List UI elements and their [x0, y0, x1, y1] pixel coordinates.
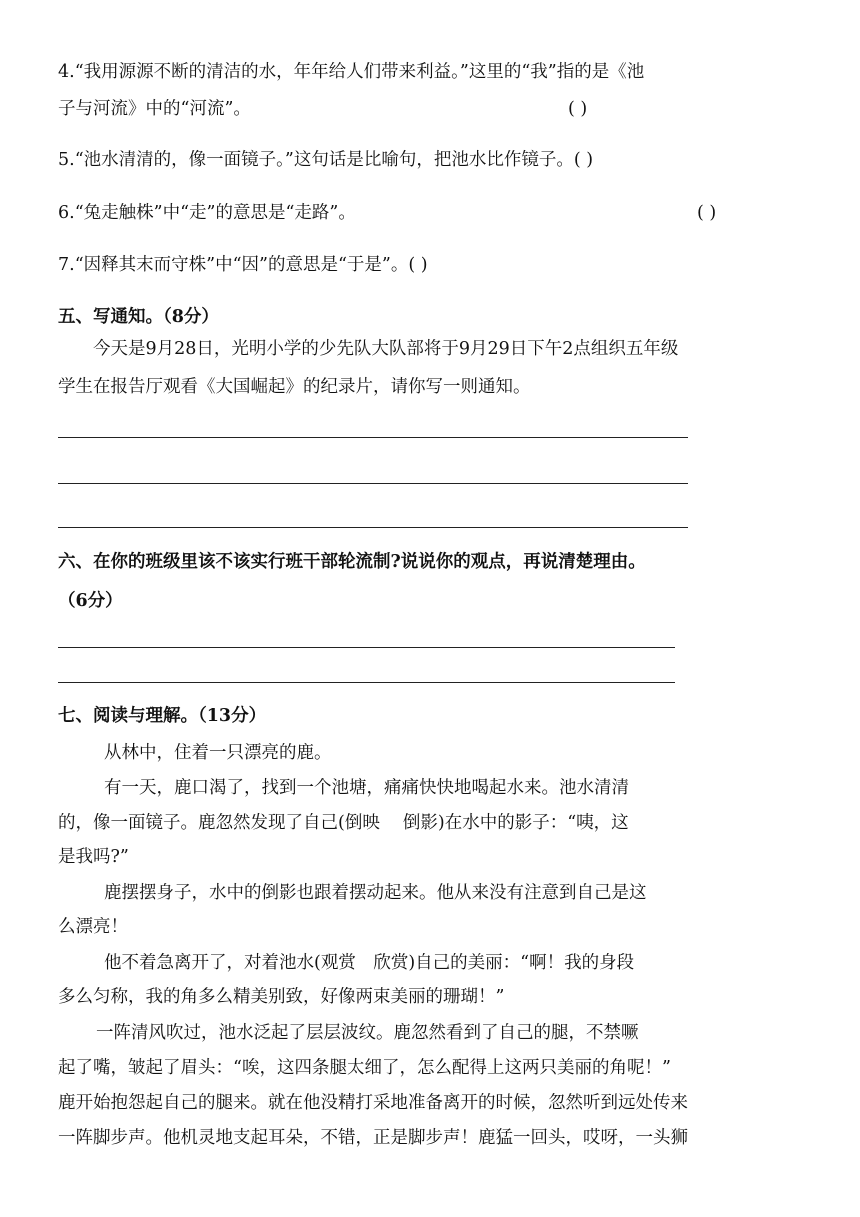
question-4-answer-blank: ( )	[568, 99, 588, 119]
passage-line: 鹿摆摆身子，水中的倒影也跟着摆动起来。他从来没有注意到自己是这	[104, 883, 647, 903]
answer-line	[58, 437, 688, 438]
passage-line: 从林中，住着一只漂亮的鹿。	[104, 743, 332, 763]
question-5: 5.“池水清清的，像一面镜子。”这句话是比喻句，把池水比作镜子。( )	[58, 150, 594, 170]
answer-line	[58, 682, 675, 683]
passage-line: 的，像一面镜子。鹿忽然发现了自己(倒映 倒影)在水中的影子：“咦，这	[58, 813, 629, 833]
passage-line: 他不着急离开了，对着池水(观赏 欣赏)自己的美丽：“啊！我的身段	[104, 953, 635, 973]
passage-line: 鹿开始抱怨起自己的腿来。就在他没精打采地准备离开的时候，忽然听到远处传来	[58, 1093, 688, 1113]
question-6: 6.“兔走触株”中“走”的意思是“走路”。	[58, 203, 356, 223]
passage-line: 有一天，鹿口渴了，找到一个池塘，痛痛快快地喝起水来。池水清清	[104, 778, 629, 798]
section-5-heading: 五、写通知。（8分）	[58, 307, 219, 327]
passage-line: 一阵清风吹过，池水泛起了层层波纹。鹿忽然看到了自己的腿，不禁噘	[96, 1023, 639, 1043]
question-4-line-2: 子与河流》中的“河流”。	[58, 99, 251, 119]
passage-line: 是我吗?”	[58, 847, 129, 867]
passage-line: 多么匀称，我的角多么精美别致，好像两束美丽的珊瑚！”	[58, 987, 505, 1007]
section-5-paragraph-line-1: 今天是9月28日，光明小学的少先队大队部将于9月29日下午2点组织五年级	[93, 339, 679, 359]
answer-line	[58, 647, 675, 648]
answer-line	[58, 483, 688, 484]
passage-line: 么漂亮！	[58, 917, 128, 937]
passage-line: 起了嘴，皱起了眉头：“唉，这四条腿太细了，怎么配得上这两只美丽的角呢！”	[58, 1058, 671, 1078]
section-6-score: （6分）	[58, 591, 123, 611]
section-7-heading: 七、阅读与理解。（13分）	[58, 706, 267, 726]
passage-line: 一阵脚步声。他机灵地支起耳朵，不错，正是脚步声！鹿猛一回头，哎呀，一头狮	[58, 1128, 688, 1148]
question-4-line-1: 4.“我用源源不断的清洁的水，年年给人们带来利益。”这里的“我”指的是《池	[58, 62, 645, 82]
question-7: 7.“因释其末而守株”中“因”的意思是“于是”。( )	[58, 255, 428, 275]
answer-line	[58, 527, 688, 528]
section-6-heading: 六、在你的班级里该不该实行班干部轮流制?说说你的观点，再说清楚理由。	[58, 552, 646, 572]
section-5-paragraph-line-2: 学生在报告厅观看《大国崛起》的纪录片，请你写一则通知。	[58, 377, 531, 397]
question-6-answer-blank: ( )	[697, 203, 717, 223]
